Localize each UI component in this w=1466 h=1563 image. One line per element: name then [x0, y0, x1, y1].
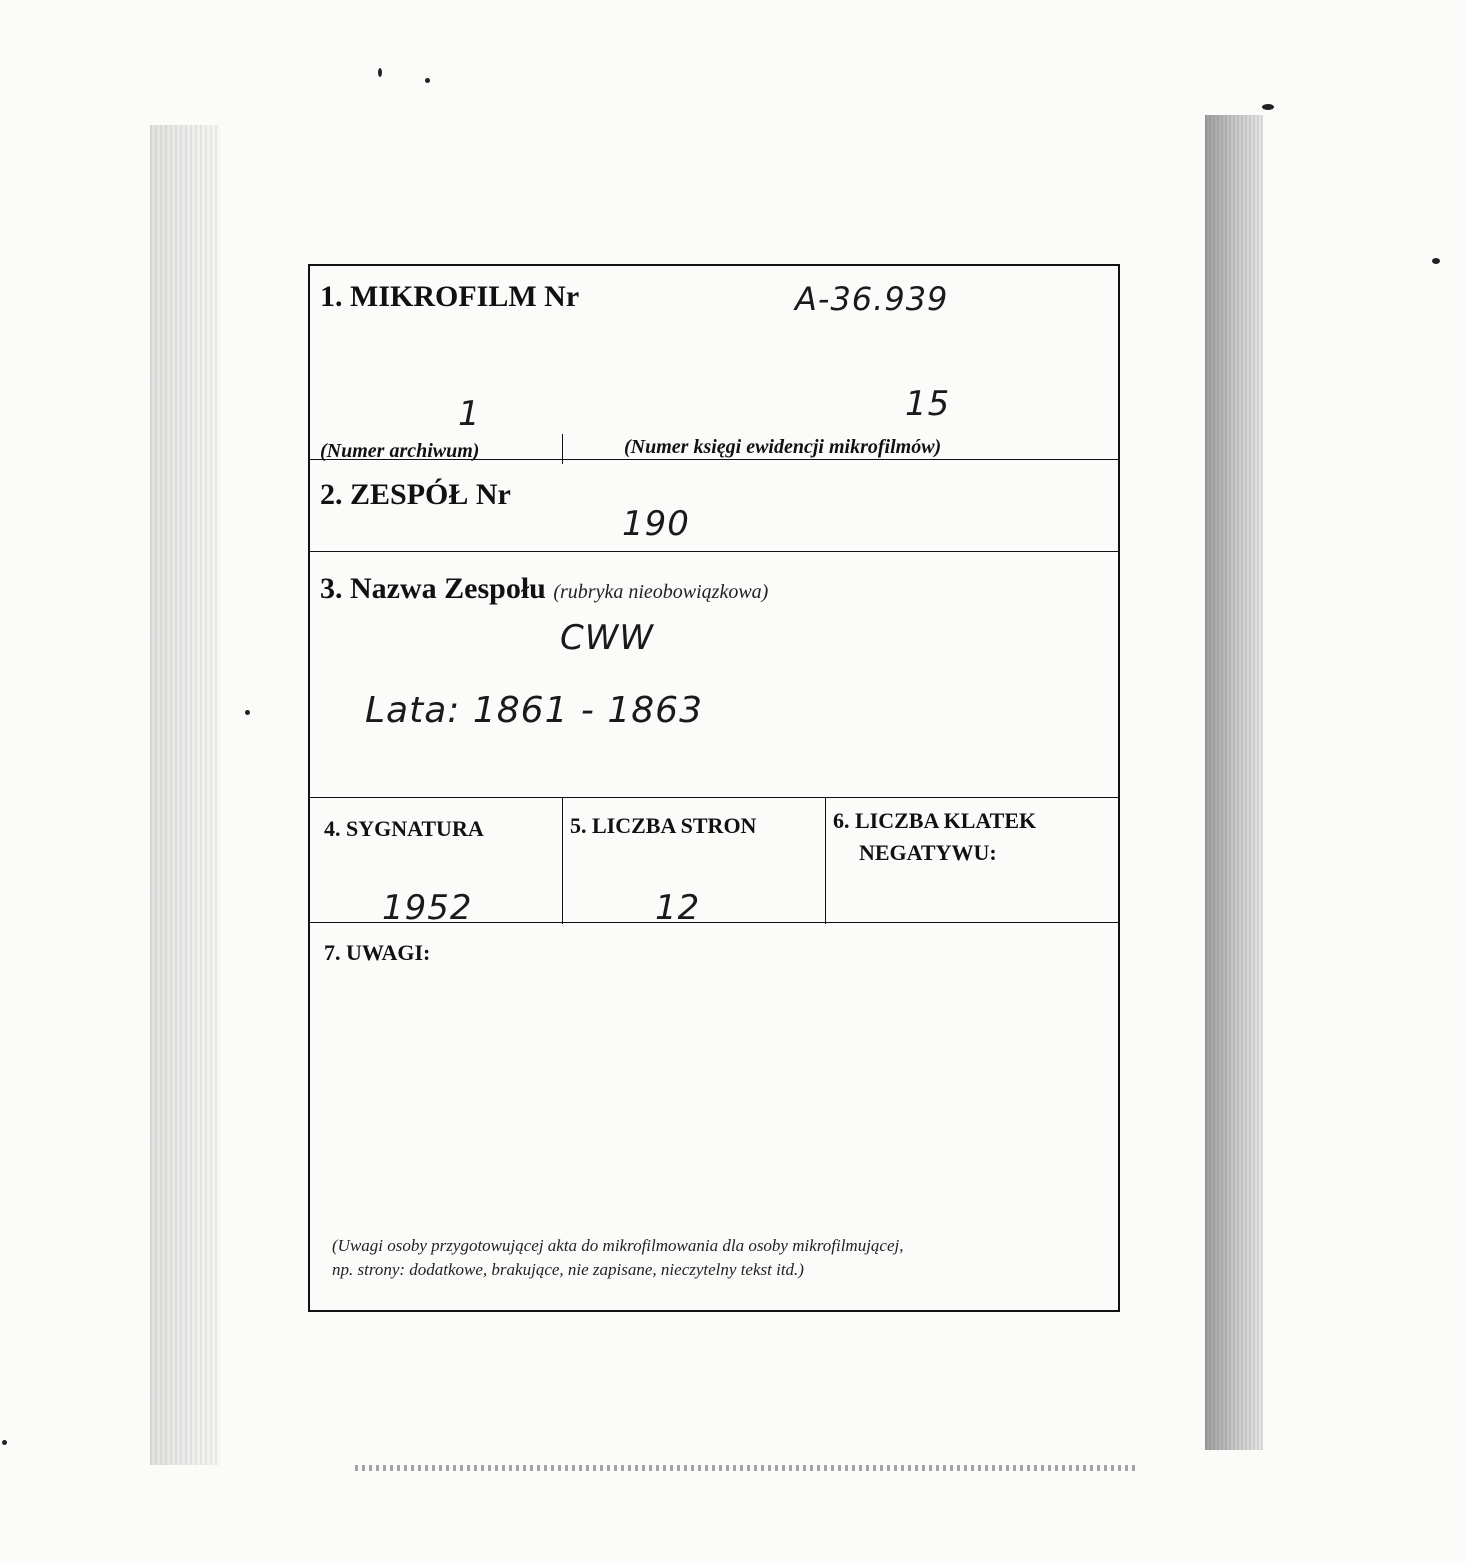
divider-1 [310, 459, 1118, 460]
divider-2 [310, 551, 1118, 552]
scan-speck [245, 710, 250, 715]
column-divider-2 [825, 798, 826, 924]
section-1-label: 1. MIKROFILM Nr [320, 280, 580, 313]
microfilm-form-card [308, 264, 1120, 1312]
divider-3 [310, 797, 1118, 798]
optional-field-note: (rubryka nieobowiązkowa) [553, 581, 769, 603]
handwritten-register-number: 15 [905, 384, 951, 424]
scan-edge-right [1205, 115, 1263, 1450]
scan-speck [425, 78, 430, 83]
handwritten-signature-number: 1952 [382, 888, 473, 928]
column-divider-1 [562, 798, 563, 924]
section-6-label-line2: NEGATYWU: [859, 840, 997, 865]
remarks-footnote-line2: np. strony: dodatkowe, brakujące, nie zapisane, nieczytelny tekst itd.) [332, 1260, 804, 1279]
handwritten-collection-name: CWW [560, 618, 654, 658]
archive-number-caption: (Numer archiwum) [320, 440, 480, 462]
handwritten-microfilm-number: A-36.939 [795, 280, 949, 318]
remarks-footnote-line1: (Uwagi osoby przygotowującej akta do mikrofilmowania dla osoby mikrofilmującej, [332, 1236, 904, 1255]
collection-name-label: 3. Nazwa Zespołu [320, 572, 546, 605]
section-4-label: 4. SYGNATURA [324, 816, 484, 841]
section-7-label: 7. UWAGI: [324, 940, 431, 965]
divider-4 [310, 922, 1118, 923]
register-number-caption: (Numer księgi ewidencji mikrofilmów) [624, 436, 942, 458]
scan-speck [1432, 258, 1440, 264]
handwritten-archive-number: 1 [458, 394, 481, 434]
scan-edge-bottom [355, 1465, 1135, 1471]
section-6-label-line1: 6. LICZBA KLATEK [833, 808, 1037, 833]
handwritten-years: Lata: 1861 - 1863 [365, 690, 703, 731]
scan-speck [2, 1440, 7, 1445]
handwritten-page-count: 12 [655, 888, 701, 928]
scan-speck [378, 68, 382, 77]
section-3-label [320, 572, 768, 606]
scan-speck [1262, 104, 1274, 110]
scan-edge-left [150, 125, 220, 1465]
handwritten-collection-number: 190 [622, 504, 690, 544]
section-2-label: 2. ZESPÓŁ Nr [320, 478, 511, 511]
section-5-label: 5. LICZBA STRON [570, 813, 757, 838]
